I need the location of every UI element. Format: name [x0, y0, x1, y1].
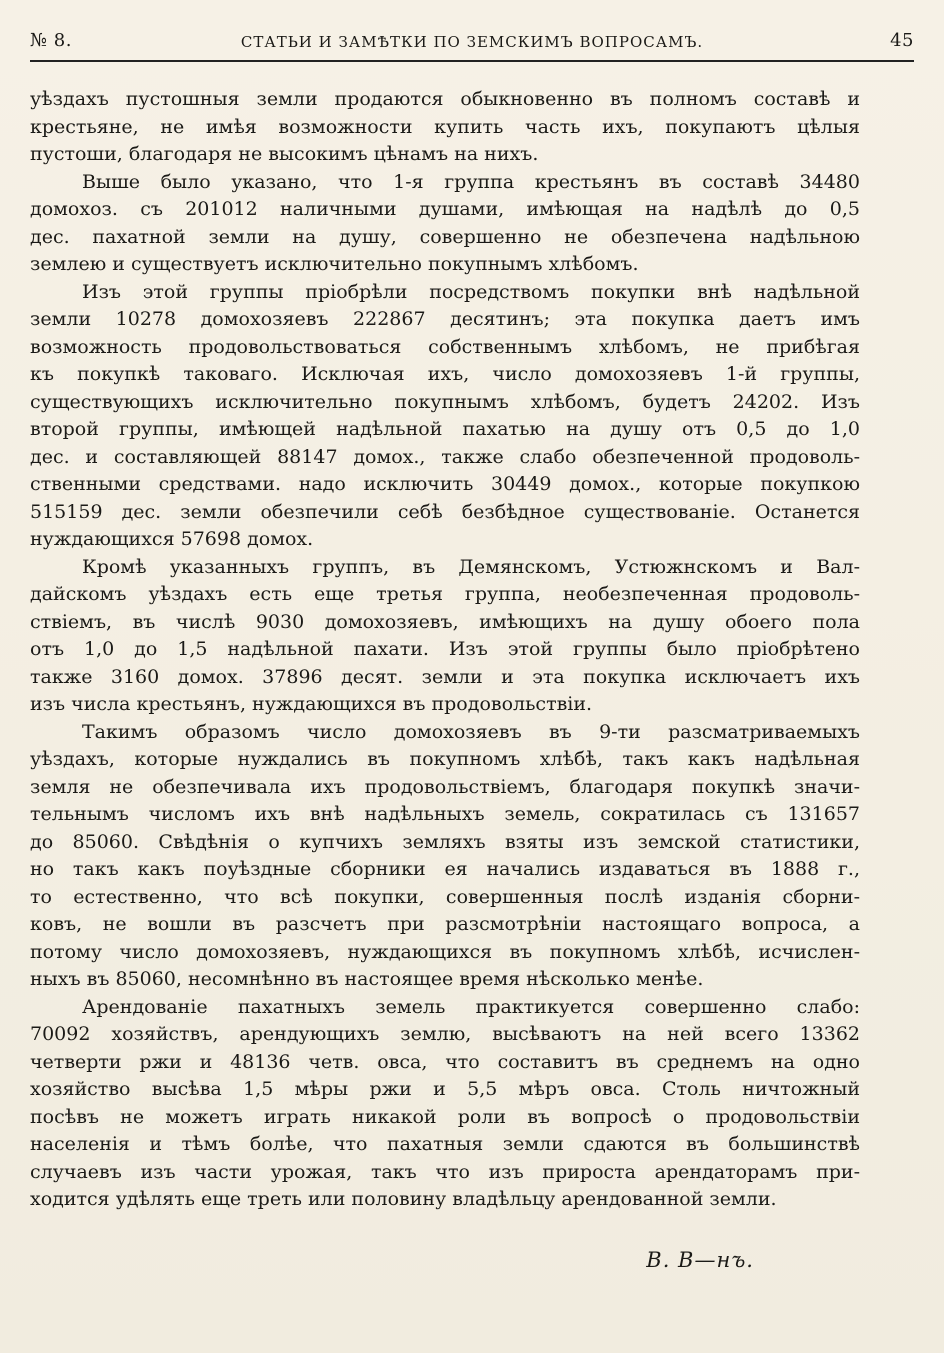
text-line: земли 10278 домохозяевъ 222867 десятинъ; эта покупка даетъ имъ: [30, 308, 860, 330]
text-line: земля не обезпечивала ихъ продовольствіемъ, благодаря покупкѣ значи-: [30, 775, 860, 798]
paragraph: [30, 994, 860, 1214]
text-line: посѣвъ не можетъ играть никакой роли въ вопросѣ о продовольствіи: [30, 1105, 860, 1128]
text-line: Выше было указано, что 1-я группа крестьянъ въ составѣ 34480: [82, 170, 860, 193]
text-line: пустоши, благодаря не высокимъ цѣнамъ на нихъ.: [30, 143, 539, 165]
text-line: отъ 1,0 до 1,5 надѣльной пахати. Изъ этой группы было пріобрѣтено: [30, 638, 860, 660]
text-line: существующихъ исключительно покупнымъ хлѣбомъ, будетъ 24202. Изъ: [30, 390, 860, 413]
text-line: ствіемъ, въ числѣ 9030 домохозяевъ, имѣющихъ на душу обоего пола: [30, 610, 860, 633]
text-line: уѣздахъ пустошныя земли продаются обыкновенно въ полномъ составѣ и: [30, 88, 860, 110]
text-line: ковъ, не вошли въ разсчетъ при разсмотрѣніи настоящаго вопроса, а: [30, 913, 860, 935]
text-line: Арендованіе пахатныхъ земель практикуется совершенно слабо:: [82, 995, 860, 1018]
text-line: уѣздахъ, которые нуждались въ покупномъ хлѣбѣ, такъ какъ надѣльная: [30, 748, 860, 770]
text-line: Изъ этой группы пріобрѣли посредствомъ покупки внѣ надѣльной: [82, 280, 860, 303]
text-line: изъ числа крестьянъ, нуждающихся въ продовольствіи.: [30, 693, 593, 715]
text-line: крестьяне, не имѣя возможности купить часть ихъ, покупаютъ цѣлыя: [30, 115, 860, 138]
text-line: землею и существуетъ исключительно покупнымъ хлѣбомъ.: [30, 253, 639, 275]
text-line: Кромѣ указанныхъ группъ, въ Демянскомъ, Устюжнскомъ и Вал-: [82, 555, 860, 578]
text-line: возможность продовольствоваться собственнымъ хлѣбомъ, не прибѣгая: [30, 335, 860, 358]
text-line: дес. пахатной земли на душу, совершенно не обезпечена надѣльною: [30, 225, 860, 248]
text-line: потому число домохозяевъ, нуждающихся въ покупномъ хлѣбѣ, исчислен-: [30, 940, 860, 963]
text-line: Такимъ образомъ число домохозяевъ въ 9-ти разсматриваемыхъ: [82, 720, 860, 743]
text-line: случаевъ изъ части урожая, такъ что изъ прироста арендаторамъ при-: [30, 1160, 860, 1183]
text-line: до 85060. Свѣдѣнія о купчихъ земляхъ взяты изъ земской статистики,: [30, 830, 860, 853]
running-title: СТАТЬИ И ЗАМѢТКИ ПО ЗЕМСКИМЪ ВОПРОСАМЪ.: [240, 33, 704, 51]
text-line: 70092 хозяйствъ, арендующихъ землю, высѣваютъ на ней всего 13362: [30, 1023, 860, 1045]
text-line: домохоз. съ 201012 наличными душами, имѣющая на надѣлѣ до 0,5: [30, 198, 860, 220]
page-header: [30, 30, 914, 60]
text-line: хозяйство высѣва 1,5 мѣры ржи и 5,5 мѣръ овса. Столь ничтожный: [30, 1078, 860, 1100]
text-line: то естественно, что всѣ покупки, совершенныя послѣ изданія сборни-: [30, 885, 860, 908]
paragraph: [30, 719, 860, 994]
text-line: четверти ржи и 48136 четв. овса, что составитъ въ среднемъ на одно: [30, 1050, 860, 1073]
text-line: также 3160 домох. 37896 десят. земли и эта покупка исключаетъ ихъ: [30, 665, 860, 688]
paragraph: [30, 86, 860, 169]
text-line: ственными средствами. надо исключить 30449 домох., которые покупкою: [30, 473, 860, 495]
text-line: дайскомъ уѣздахъ есть еще третья группа, необезпеченная продоволь-: [30, 583, 860, 605]
paragraph: [30, 279, 860, 554]
text-line: нуждающихся 57698 домох.: [30, 528, 314, 550]
text-line: къ покупкѣ таковаго. Исключая ихъ, число домохозяевъ 1-й группы,: [30, 363, 860, 385]
header-rule: [30, 60, 914, 62]
issue-number: № 8.: [30, 30, 72, 51]
text-line: но такъ какъ поуѣздные сборники ея начались издаваться въ 1888 г.,: [30, 858, 860, 880]
text-line: ходится удѣлять еще треть или половину владѣльцу арендованной земли.: [30, 1188, 777, 1210]
text-line: тельнымъ числомъ ихъ внѣ надѣльныхъ земель, сократилась съ 131657: [30, 803, 860, 825]
page-number: 45: [890, 30, 914, 51]
text-line: населенія и тѣмъ болѣе, что пахатныя земли сдаются въ большинствѣ: [30, 1133, 860, 1155]
text-line: второй группы, имѣющей надѣльной пахатью на душу отъ 0,5 до 1,0: [30, 418, 860, 440]
text-line: ныхъ въ 85060, несомнѣнно въ настоящее время нѣсколько менѣе.: [30, 968, 704, 990]
author-signature: В. В—нъ.: [646, 1248, 754, 1272]
text-line: 515159 дес. земли обезпечили себѣ безбѣдное существованіе. Останется: [30, 500, 860, 523]
paragraph: [30, 554, 860, 719]
paragraph: [30, 169, 860, 279]
article-body: [30, 86, 860, 1214]
text-line: дес. и составляющей 88147 домох., также слабо обезпеченной продоволь-: [30, 445, 860, 468]
